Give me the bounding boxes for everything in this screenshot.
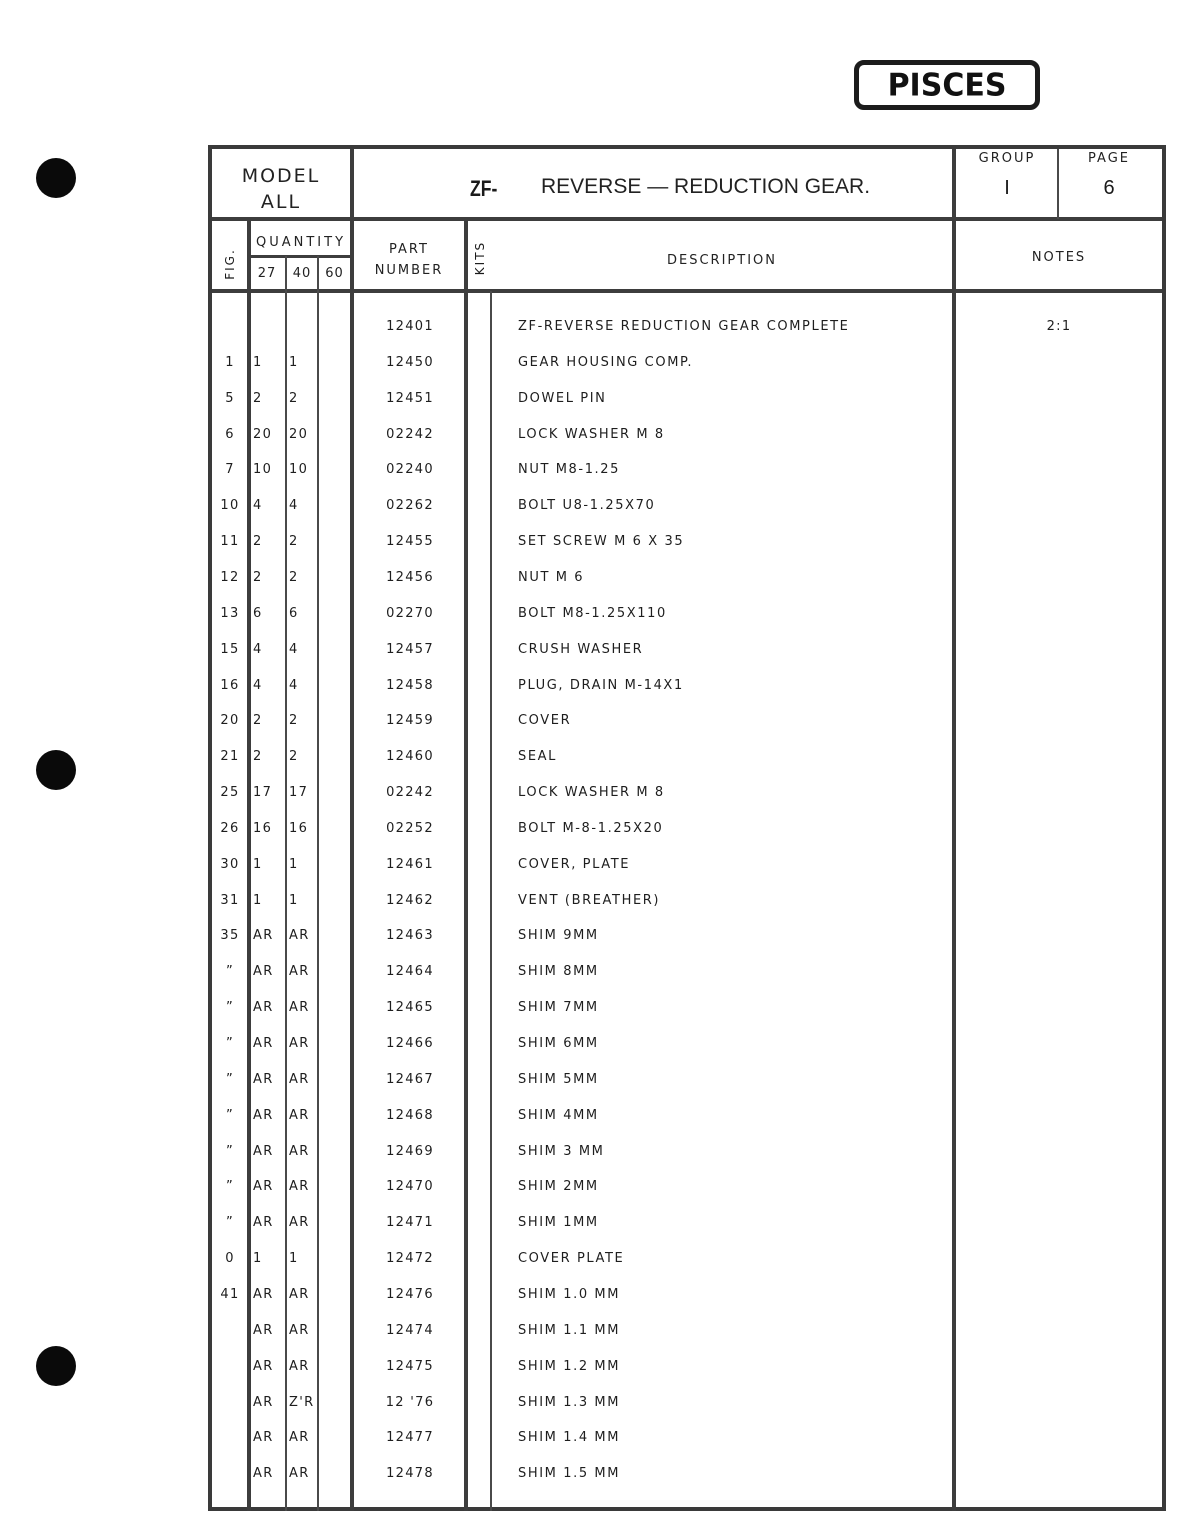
qty-27-cell: 2	[253, 749, 263, 764]
qty-27-cell: 1	[253, 1251, 263, 1266]
table-row	[212, 1359, 1162, 1379]
qty-40-cell: 2	[289, 713, 299, 728]
table-row	[212, 749, 1162, 769]
fig-cell: 21	[220, 749, 240, 764]
fig-cell: 26	[220, 821, 240, 836]
qty-40-cell: 6	[289, 606, 299, 621]
qty-27-cell: 2	[253, 534, 263, 549]
table-row	[212, 1323, 1162, 1343]
description-cell: VENT (BREATHER)	[518, 893, 661, 908]
part-number-cell: 12469	[386, 1144, 434, 1159]
description-cell: ZF-REVERSE REDUCTION GEAR COMPLETE	[518, 319, 850, 334]
col-header-quantity: QUANTITY	[255, 235, 347, 250]
description-cell: LOCK WASHER M 8	[518, 785, 665, 800]
qty-27-cell: 4	[253, 498, 263, 513]
part-number-cell: 12474	[386, 1323, 434, 1338]
fig-cell: ”	[225, 1036, 235, 1051]
col-header-number: NUMBER	[374, 263, 444, 278]
fig-cell: 30	[220, 857, 240, 872]
table-row	[212, 678, 1162, 698]
table-row	[212, 534, 1162, 554]
part-number-cell: 12456	[386, 570, 434, 585]
qty-40-cell: AR	[289, 1466, 310, 1481]
qty-27-cell: AR	[253, 1395, 274, 1410]
qty-40-cell: AR	[289, 1179, 310, 1194]
description-cell: CRUSH WASHER	[518, 642, 644, 657]
part-number-cell: 12462	[386, 893, 434, 908]
table-row	[212, 355, 1162, 375]
col-header-kits: KITS	[473, 240, 487, 276]
description-cell: COVER, PLATE	[518, 857, 631, 872]
qty-40-cell: AR	[289, 1072, 310, 1087]
qty-40-cell: 4	[289, 642, 299, 657]
table-row	[212, 964, 1162, 984]
description-cell: SHIM 2MM	[518, 1179, 599, 1194]
table-row	[212, 606, 1162, 626]
col-header-qty-40: 40	[292, 266, 312, 281]
notes-cell: 2:1	[1046, 319, 1072, 334]
qty-27-cell: 6	[253, 606, 263, 621]
table-row	[212, 821, 1162, 841]
fig-cell: ”	[225, 1000, 235, 1015]
part-number-cell: 12458	[386, 678, 434, 693]
fig-cell: ”	[225, 1215, 235, 1230]
fig-cell: 25	[220, 785, 240, 800]
qty-27-cell: 16	[253, 821, 273, 836]
table-row	[212, 1179, 1162, 1199]
part-number-cell: 12477	[386, 1430, 434, 1445]
qty-27-cell: AR	[253, 1323, 274, 1338]
part-number-cell: 12463	[386, 928, 434, 943]
fig-cell: 7	[225, 462, 235, 477]
qty-40-cell: AR	[289, 1144, 310, 1159]
qty-27-cell: 4	[253, 678, 263, 693]
part-number-cell: 02270	[386, 606, 434, 621]
fig-cell: ”	[225, 1179, 235, 1194]
part-number-cell: 02252	[386, 821, 434, 836]
qty-27-cell: 10	[253, 462, 273, 477]
description-cell: DOWEL PIN	[518, 391, 607, 406]
part-number-cell: 12401	[386, 319, 434, 334]
description-cell: SEAL	[518, 749, 558, 764]
quantity-subdivider	[249, 255, 352, 258]
qty-40-cell: 2	[289, 570, 299, 585]
page-label: PAGE	[1088, 151, 1130, 166]
table-row	[212, 498, 1162, 518]
description-cell: SHIM 1.2 MM	[518, 1359, 621, 1374]
qty-27-cell: 20	[253, 427, 273, 442]
description-cell: NUT M 6	[518, 570, 585, 585]
fig-cell: 12	[220, 570, 240, 585]
qty-40-cell: AR	[289, 1000, 310, 1015]
qty-40-cell: AR	[289, 1287, 310, 1302]
part-number-cell: 12466	[386, 1036, 434, 1051]
description-cell: SHIM 4MM	[518, 1108, 599, 1123]
part-number-cell: 12455	[386, 534, 434, 549]
part-number-cell: 02262	[386, 498, 434, 513]
description-cell: SHIM 1.1 MM	[518, 1323, 621, 1338]
fig-cell: 20	[220, 713, 240, 728]
table-row	[212, 427, 1162, 447]
qty-40-cell: 16	[289, 821, 309, 836]
col-header-fig: FIG.	[223, 248, 237, 280]
qty-40-cell: AR	[289, 1036, 310, 1051]
table-row	[212, 391, 1162, 411]
fig-cell: 13	[220, 606, 240, 621]
qty-27-cell: AR	[253, 1466, 274, 1481]
qty-40-cell: 20	[289, 427, 309, 442]
group-label: GROUP	[978, 151, 1036, 166]
qty-40-cell: 2	[289, 534, 299, 549]
table-row	[212, 1466, 1162, 1486]
qty-27-cell: AR	[253, 1144, 274, 1159]
description-cell: SHIM 5MM	[518, 1072, 599, 1087]
table-row	[212, 462, 1162, 482]
fig-cell: 31	[220, 893, 240, 908]
part-number-cell: 12464	[386, 964, 434, 979]
qty-40-cell: AR	[289, 964, 310, 979]
description-cell: SET SCREW M 6 X 35	[518, 534, 685, 549]
qty-27-cell: AR	[253, 1000, 274, 1015]
table-row	[212, 1144, 1162, 1164]
col-header-notes: NOTES	[1031, 250, 1087, 265]
model-value: ALL	[260, 191, 302, 213]
table-row	[212, 1287, 1162, 1307]
table-row	[212, 319, 1162, 339]
part-number-cell: 12457	[386, 642, 434, 657]
fig-cell: 1	[225, 355, 235, 370]
table-row	[212, 1215, 1162, 1235]
fig-cell: 5	[225, 391, 235, 406]
part-number-cell: 12475	[386, 1359, 434, 1374]
table-row	[212, 570, 1162, 590]
binder-hole-middle	[36, 750, 76, 790]
description-cell: SHIM 7MM	[518, 1000, 599, 1015]
qty-40-cell: AR	[289, 1215, 310, 1230]
description-cell: SHIM 1.0 MM	[518, 1287, 621, 1302]
parts-list-sheet	[208, 145, 1166, 1511]
table-row	[212, 1036, 1162, 1056]
part-number-cell: 12471	[386, 1215, 434, 1230]
qty-27-cell: AR	[253, 1072, 274, 1087]
qty-27-cell: AR	[253, 1179, 274, 1194]
qty-27-cell: AR	[253, 1287, 274, 1302]
description-cell: BOLT M8-1.25X110	[518, 606, 667, 621]
part-number-cell: 12478	[386, 1466, 434, 1481]
part-number-cell: 12468	[386, 1108, 434, 1123]
part-number-cell: 12472	[386, 1251, 434, 1266]
qty-27-cell: AR	[253, 964, 274, 979]
description-cell: LOCK WASHER M 8	[518, 427, 665, 442]
table-row	[212, 713, 1162, 733]
qty-40-cell: AR	[289, 1359, 310, 1374]
qty-27-cell: 2	[253, 570, 263, 585]
page-title: REVERSE — REDUCTION GEAR.	[541, 175, 871, 198]
fig-cell: 6	[225, 427, 235, 442]
part-number-cell: 12451	[386, 391, 434, 406]
description-cell: SHIM 1MM	[518, 1215, 599, 1230]
header-divider	[212, 217, 1162, 221]
part-number-cell: 02240	[386, 462, 434, 477]
group-value: I	[1004, 177, 1010, 199]
qty-27-cell: 2	[253, 713, 263, 728]
part-number-cell: 12470	[386, 1179, 434, 1194]
qty-27-cell: 2	[253, 391, 263, 406]
qty-40-cell: AR	[289, 1323, 310, 1338]
table-row	[212, 857, 1162, 877]
fig-cell: ”	[225, 1144, 235, 1159]
description-cell: SHIM 1.3 MM	[518, 1395, 621, 1410]
qty-40-cell: 4	[289, 678, 299, 693]
qty-40-cell: 17	[289, 785, 309, 800]
description-cell: BOLT M-8-1.25X20	[518, 821, 664, 836]
qty-27-cell: 1	[253, 893, 263, 908]
qty-27-cell: AR	[253, 1108, 274, 1123]
qty-40-cell: 2	[289, 749, 299, 764]
part-number-cell: 12465	[386, 1000, 434, 1015]
description-cell: BOLT U8-1.25X70	[518, 498, 656, 513]
part-number-cell: 12461	[386, 857, 434, 872]
fig-cell: ”	[225, 1072, 235, 1087]
description-cell: COVER	[518, 713, 572, 728]
model-title-divider	[350, 149, 354, 221]
part-number-cell: 12 '76	[385, 1395, 435, 1410]
part-number-cell: 12459	[386, 713, 434, 728]
col-header-qty-60: 60	[325, 266, 344, 281]
fig-cell: 41	[220, 1287, 240, 1302]
table-row	[212, 893, 1162, 913]
logo-text: PISCES	[887, 66, 1007, 104]
qty-40-cell: 1	[289, 893, 299, 908]
qty-40-cell: 1	[289, 857, 299, 872]
qty-27-cell: 4	[253, 642, 263, 657]
binder-hole-bottom	[36, 1346, 76, 1386]
qty-40-cell: Z'R	[289, 1395, 315, 1410]
description-cell: GEAR HOUSING COMP.	[518, 355, 694, 370]
qty-27-cell: AR	[253, 1215, 274, 1230]
part-number-cell: 12460	[386, 749, 434, 764]
table-row	[212, 1108, 1162, 1128]
page-number: 6	[1103, 177, 1115, 199]
description-cell: SHIM 8MM	[518, 964, 599, 979]
table-row	[212, 1430, 1162, 1450]
fig-cell: 11	[220, 534, 240, 549]
fig-cell: 16	[220, 678, 240, 693]
qty-40-cell: AR	[289, 1108, 310, 1123]
part-number-cell: 12450	[386, 355, 434, 370]
pisces-logo	[854, 60, 1040, 110]
fig-cell: 10	[220, 498, 240, 513]
part-number-cell: 12476	[386, 1287, 434, 1302]
col-header-description: DESCRIPTION	[667, 253, 777, 268]
part-number-cell: 12467	[386, 1072, 434, 1087]
qty-27-cell: AR	[253, 1430, 274, 1445]
table-row	[212, 1000, 1162, 1020]
description-cell: SHIM 3 MM	[518, 1144, 605, 1159]
fig-cell: ”	[225, 1108, 235, 1123]
fig-cell: 15	[220, 642, 240, 657]
fig-cell: ”	[225, 964, 235, 979]
description-cell: SHIM 1.4 MM	[518, 1430, 621, 1445]
fig-cell: 0	[225, 1251, 235, 1266]
fig-cell: 35	[220, 928, 240, 943]
qty-40-cell: AR	[289, 1430, 310, 1445]
qty-27-cell: 1	[253, 857, 263, 872]
description-cell: SHIM 9MM	[518, 928, 599, 943]
qty-40-cell: 1	[289, 1251, 299, 1266]
qty-27-cell: AR	[253, 1359, 274, 1374]
qty-40-cell: 2	[289, 391, 299, 406]
description-cell: NUT M8-1.25	[518, 462, 621, 477]
table-row	[212, 642, 1162, 662]
part-number-cell: 02242	[386, 427, 434, 442]
table-row	[212, 928, 1162, 948]
col-header-part: PART	[389, 242, 429, 257]
qty-27-cell: AR	[253, 928, 274, 943]
column-header-divider	[212, 289, 1162, 293]
description-cell: SHIM 1.5 MM	[518, 1466, 621, 1481]
qty-40-cell: 10	[289, 462, 309, 477]
title-prefix: ZF-	[470, 176, 498, 201]
part-number-cell: 02242	[386, 785, 434, 800]
qty-40-cell: 1	[289, 355, 299, 370]
model-label: MODEL	[241, 165, 321, 187]
qty-27-cell: AR	[253, 1036, 274, 1051]
description-cell: SHIM 6MM	[518, 1036, 599, 1051]
col-header-qty-27: 27	[257, 266, 277, 281]
qty-27-cell: 17	[253, 785, 273, 800]
qty-27-cell: 1	[253, 355, 263, 370]
table-row	[212, 785, 1162, 805]
description-cell: COVER PLATE	[518, 1251, 625, 1266]
table-row	[212, 1251, 1162, 1271]
table-row	[212, 1072, 1162, 1092]
table-row	[212, 1395, 1162, 1415]
description-cell: PLUG, DRAIN M-14X1	[518, 678, 684, 693]
binder-hole-top	[36, 158, 76, 198]
qty-40-cell: 4	[289, 498, 299, 513]
qty-40-cell: AR	[289, 928, 310, 943]
